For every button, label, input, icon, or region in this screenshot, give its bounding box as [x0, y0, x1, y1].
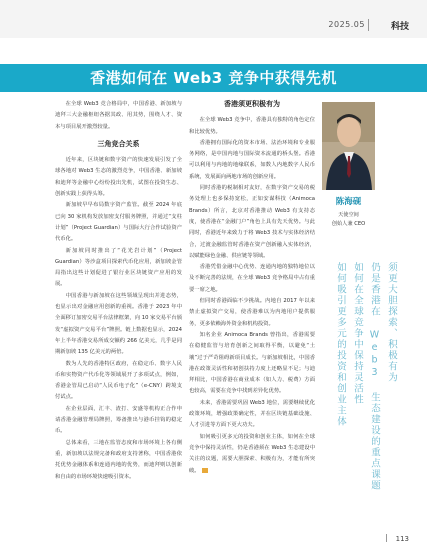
end-mark-icon	[202, 468, 208, 473]
author-role: 创始人兼 CEO	[331, 221, 366, 227]
article-title: 香港如何在 Web3 竞争中获得先机	[90, 69, 337, 87]
body-paragraph: 知名企业 Animoca Brands 曾指出，香港需要在稳健监管与培育创新之间取得平衡，以避免“土壤”过于严苛阻碍新项目成长。与新加坡相比，中国香港在政策灵活性和初创扶持力度上还略显不足；与迪拜相比，中国香港在商业成本（如人力、税费）方面也较高，需要在竞争中找到差异化优势。	[189, 331, 315, 395]
body-paragraph: 香港拥有国际化的资本市场、法治环境和专业服务网络，是中国内地与国际资本流通的桥头堡。香港可以利用与内地的地缘联系，如数人内地数字人民币系统，发展面向两地市场的创新应用。	[189, 139, 315, 180]
author-affiliation	[322, 211, 375, 229]
body-paragraph: 在企业层面，汇丰、渣打、安盛等机构正合作申请香港金融管理局牌照，筹备推出与港币挂钩的稳定币。	[55, 405, 182, 435]
author-photo	[322, 102, 375, 190]
body-paragraph: 同时香港的税制相对友好，在数字资产交易的税务处理上也多保持宽松，正如安谋科技（Animoca Brands）所言，北京对香港推动 Web3 有支持态度，使香港在“金融门户”角色上具有先天优势。与此同时，香港近年来致力于将 Web3 技术与实体经济结合，过渡金融监管时香港在资产创新融入实体经济，以赋能绿色金融、供应链等领域。	[189, 185, 315, 259]
author-name: 陈海砚	[335, 197, 362, 207]
section-heading: 三角竞合关系	[97, 139, 140, 148]
body-paragraph	[189, 432, 315, 477]
body-paragraph: 在全球 Web3 竞争中，香港具有独特的角色定位和比较优势。	[189, 117, 315, 135]
body-paragraph: 新加坡同时推出了“花光岩计划”（Project Guardian）等沙盒项目探索代币化应用，新加坡金管局指出这些计划促进了银行业区块链资产应用的发展。	[55, 247, 182, 288]
body-paragraph: 总体来看，三地在监管态度和市场环境上各有侧重，新加坡以法规完备和政府支持著称，中国香港依托优势金融体系和连通内地的优势，而迪拜则以创新和自由的市场环境快速吸引资本。	[55, 439, 182, 480]
quote-line: 如何在全球竞争中保持灵活性	[352, 262, 363, 405]
body-paragraph: 数为人先的香港特区政府，在稳定币、数字人民币和实物资产代币化等领域展开了多项试点，例如，香港金管局已启动“人民币电子化”（e-CNY）跨境支付试点。	[55, 360, 182, 401]
section-heading: 香港须更积极有为	[224, 100, 280, 108]
intro-paragraph: 在全球 Web3 竞合格局中，中国香港、新加坡与迪拜三大金融枢纽各据其政、用其势，围绕人才、资本与项目展开激烈较量。	[55, 101, 182, 130]
page-number: 113	[395, 535, 409, 543]
body-paragraph: 中国香港与新加坡在这些领域呈现出并进态势，也显示出对金融应用创新的重视。香港于 2023 年中全面移订加密交易平台法律框架，向 10 家交易平台颁发“虚拟资产交易平台”牌照。链上数据也显示，2024 年上半年香港交易所成交额约 266 亿美元，几乎是同期新加坡 135 亿美元的两倍。	[55, 292, 182, 356]
body-paragraph: 新加坡早早布局数字资产监管。截至 2024 年底已向 30 家机构发放加密支付服务牌照，并通过“支柱计划”（Project Guardian）与国际大行合作试验资产代币化。	[55, 202, 182, 243]
column-middle	[189, 99, 315, 477]
section-label: 科技	[390, 22, 409, 32]
body-paragraph: 未来，香港需要巩固 Web3 地位，需要继续优化政策环境，增强政策确定性，并在区块链基础设施、人才引进等方面下更大功夫。	[189, 399, 315, 429]
column-left	[55, 99, 182, 483]
body-paragraph: 香港凭借金融中心优势、连通内地的独特地位以及不断完善的法规，在全球 Web3 竞争格局中占有重要一席之地。	[189, 264, 315, 293]
body-paragraph: 但同时香港面临不少挑战。内地自 2017 年以来禁止虚拟资产交易，使香港难以为内地用户提供服务，更多依赖海外资金和机构投资。	[189, 298, 315, 327]
header-bar	[0, 0, 427, 38]
quote-line: 如何吸引更多元的投资和创业主体	[335, 262, 346, 427]
page-divider	[386, 534, 387, 542]
header-divider	[368, 19, 369, 31]
issue-date: 2025.05	[328, 20, 365, 29]
quote-line: 仍是香港在 Web3 生态建设的重点课题	[369, 262, 380, 491]
body-paragraph: 近年来，区块链和数字资产的快速发展引发了全球各地对 Web3 生态的激烈竞争，中国香港、新加坡和迪拜等金融中心纷纷投出先机，试图在投资生态、创新实践上获得头筹。	[55, 157, 182, 198]
pull-quote	[326, 262, 402, 502]
author-org: 天使空间	[338, 212, 359, 218]
closing-text: 如何吸引更多元的投资和创业主体，如何在全球竞争中保持灵活性，仍是香港须在 Web3 生态建设中关注的议题，需要大胆探索、积极有为，才能有所突破。	[189, 433, 315, 474]
quote-line: 须更大胆探索、积极有为	[386, 262, 397, 383]
